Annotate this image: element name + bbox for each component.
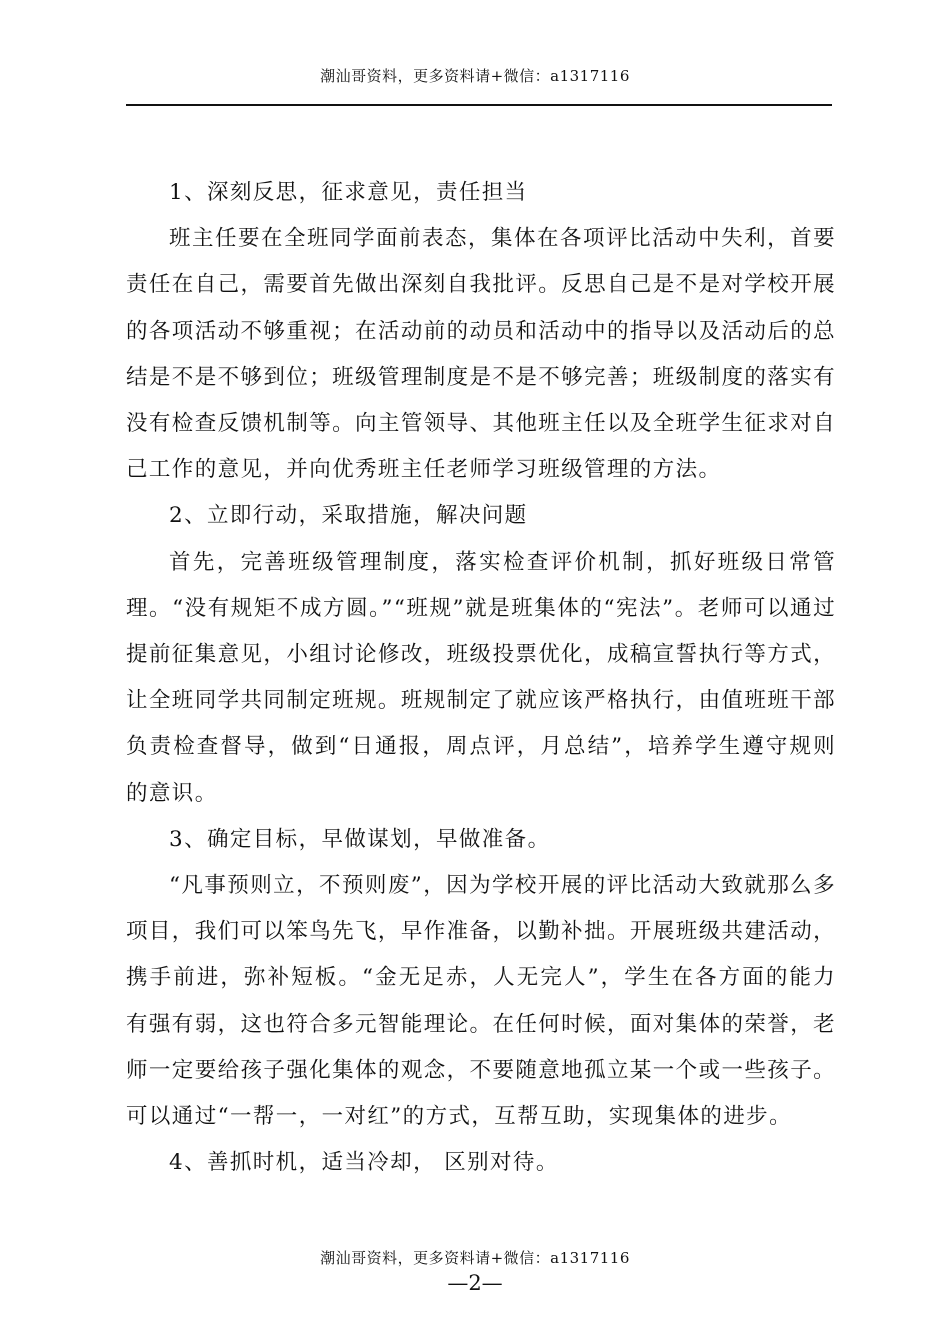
page-footer: 潮汕哥资料，更多资料请+微信：a1317116 — [320, 1249, 630, 1267]
body-paragraph-3: “凡事预则立，不预则废”，因为学校开展的评比活动大致就那么多项目，我们可以笨鸟先飞，早作准备，以勤补拙。开展班级共建活动，携手前进，弥补短板。“金无足赤，人无完人”，学生在各方面的能力有强有弱，这也符合多元智能理论。在任何时候，面对集体的荣誉，老师一定要给孩子强化集体的观念，不要随意地孤立某一个或一些孩子。可以通过“一帮一，一对红”的方式，互帮互助，实现集体的进步。 — [126, 873, 836, 1130]
body-paragraph-2: 首先，完善班级管理制度，落实检查评价机制，抓好班级日常管理。“没有规矩不成方圆。”“班规”就是班集体的“宪法”。老师可以通过提前征集意见，小组讨论修改，班级投票优化，成稿宣誓执行等方式，让全班同学共同制定班规。班规制定了就应该严格执行，由值班班干部负责检查督导，做到“日通报，周点评，月总结”，培养学生遵守规则的意识。 — [126, 549, 836, 806]
section-heading-3: 3、确定目标，早做谋划，早做准备。 — [169, 826, 551, 852]
header-divider — [126, 104, 832, 106]
section-heading-1: 1、深刻反思，征求意见，责任担当 — [169, 180, 528, 205]
page-number: —2— — [447, 1271, 503, 1295]
section-heading-4: 4、善抓时机，适当冷却， 区别对待。 — [169, 1150, 559, 1176]
body-paragraph-1: 班主任要在全班同学面前表态，集体在各项评比活动中失利，首要责任在自己，需要首先做出深刻自我批评。反思自己是不是对学校开展的各项活动不够重视；在活动前的动员和活动中的指导以及活动后的总结是不是不够到位；班级管理制度是不是不够完善；班级制度的落实有没有检查反馈机制等。向主管领导、其他班主任以及全班学生征求对自己工作的意见，并向优秀班主任老师学习班级管理的方法。 — [126, 226, 836, 483]
document-body — [126, 170, 836, 1186]
section-heading-2: 2、立即行动，采取措施，解决问题 — [169, 503, 528, 529]
page-header: 潮汕哥资料，更多资料请+微信：a1317116 — [320, 67, 630, 85]
